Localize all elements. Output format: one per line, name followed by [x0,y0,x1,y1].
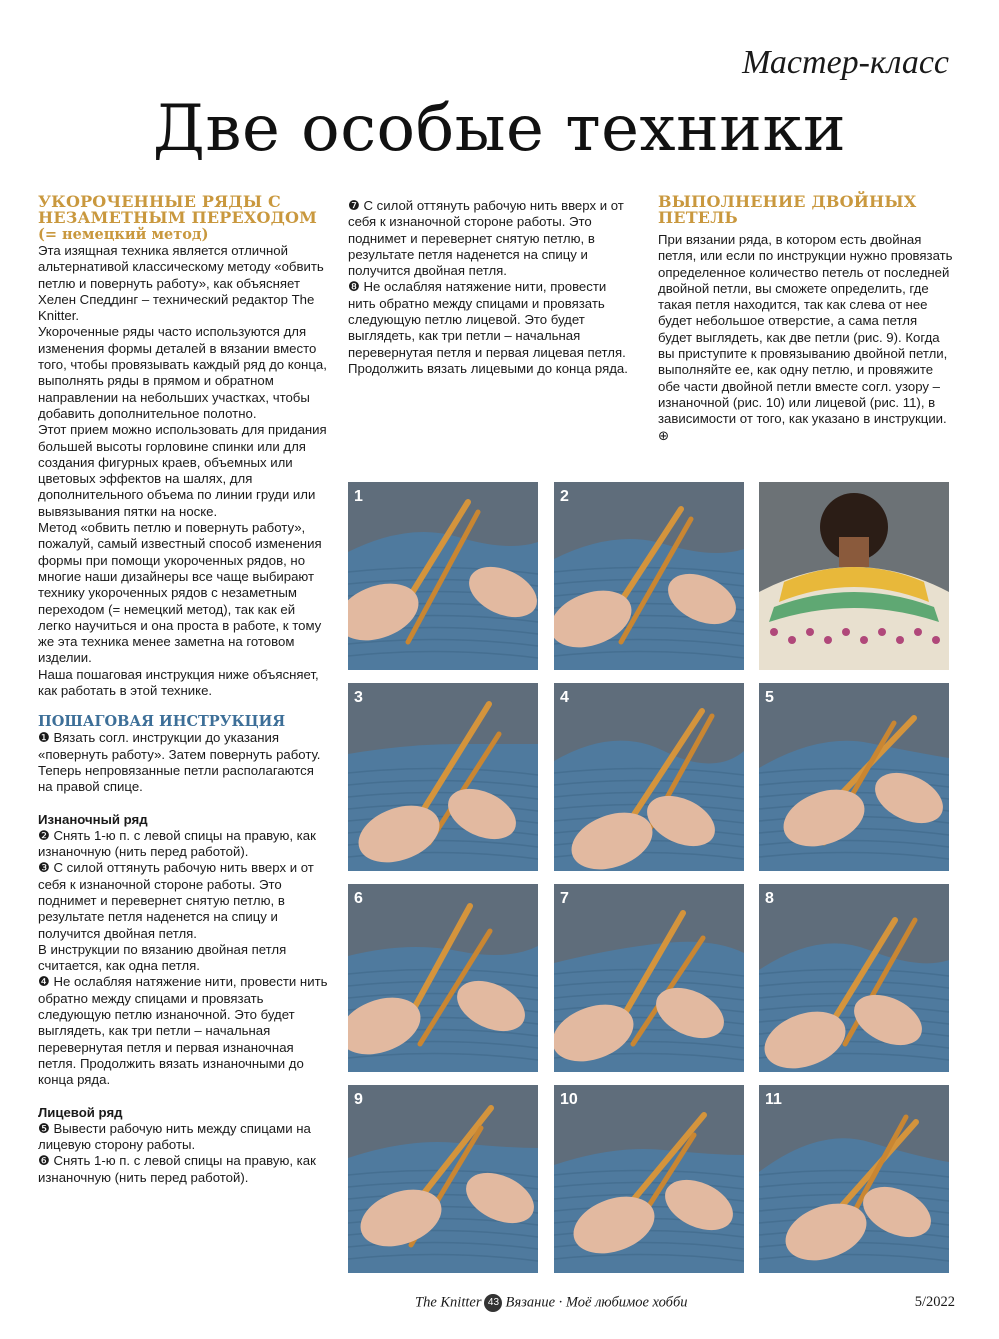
knitting-step-photo [554,482,744,670]
knit-row-heading: Лицевой ряд [38,1104,123,1120]
step-2: ❷ Снять 1-ю п. с левой спицы на правую, как изнаночную (нить перед работой). [38,827,316,860]
photo-step-number: 11 [765,1091,782,1108]
magazine-name: The Knitter [415,1294,482,1311]
section-label: Мастер-класс [742,44,949,81]
step-7: ❼ С силой оттянуть рабочую нить вверх и от себя к изнаночной стороне работы. Это поднимет и перевернет снятую петлю, в результате петля наденется на спицу и получится двойная петля. [348,198,624,279]
knitting-step-photo [348,884,538,1072]
article-heading: УКОРОЧЕННЫЕ РЯДЫ С НЕЗАМЕТНЫМ ПЕРЕХОДОМ [38,192,318,227]
knitting-step-photo [554,683,744,871]
page-number: 43 [484,1294,502,1312]
knitting-step-photo [554,1085,744,1273]
page-title: Две особые техники [152,92,847,166]
photo-step-number: 3 [354,689,363,706]
sweater-model-photo [759,482,949,670]
footer-masthead [415,1294,688,1312]
column-middle [348,198,634,377]
photo-step-number: 7 [560,890,569,907]
intro-paragraph: Укороченные ряды часто используются для изменения формы деталей в вязании вместо того, чтобы провязывать каждый ряд до конца, выполнять ряды в прямом и обратном направлении на небольших участках, чтобы добавить дополнительное полотно. [38,324,327,421]
knitting-step-photo [759,884,949,1072]
photo-step-number: 1 [354,488,363,505]
photo-step-number: 6 [354,890,363,907]
step-1-note: Теперь непровязанные петли располагаются на правой спице. [38,762,314,795]
knitting-step-photo [348,683,538,871]
intro-paragraph: Наша пошаговая инструкция ниже объясняет, как работать в этой технике. [38,666,319,699]
step-3-note: В инструкции по вязанию двойная петля считается, как одна петля. [38,941,287,974]
step-5: ❺ Вывести рабочую нить между спицами на лицевую сторону работы. [38,1120,311,1153]
photo-step-number: 4 [560,689,569,706]
step-8: ❽ Не ослабляя натяжение нити, провести нить обратно между спицами и провязать следующую петлю лицевой. Это будет выглядеть, как три петли – начальная перевернутая петля и первая лицевая петля. Продолжить вязать лицевыми до конца ряда. [348,279,628,376]
photo-step-number: 8 [765,890,774,907]
intro-paragraph: Этот прием можно использовать для придания большей высоты горловине спинки или для создания фигурных краев, объемных или цветовых эффектов на шалях, для дополнительного объема по линии груди или вывязывания пятки на носке. [38,422,327,519]
double-stitch-heading: ВЫПОЛНЕНИЕ ДВОЙНЫХ ПЕТЕЛЬ [658,192,917,227]
photo-step-number: 9 [354,1091,363,1108]
knitting-step-photo [348,1085,538,1273]
column-right [658,194,954,444]
knitting-step-photo [759,683,949,871]
photo-step-number: 2 [560,488,569,505]
issue-number: 5/2022 [914,1294,955,1310]
intro-paragraph: Эта изящная техника является отличной альтернативой классическому методу «обвить петлю и повернуть работу», как объясняет Хелен Спеддинг – технический редактор The Knitter. [38,243,324,324]
step-4: ❹ Не ослабляя натяжение нити, провести нить обратно между спицами и провязать следующую петлю изнаночной. Это будет выглядеть, как три петли – начальная перевернутая петля и первая изнаночная петля. Продолжить вязать изнаночными до конца ряда. [38,974,328,1088]
photo-step-number: 10 [560,1091,578,1108]
step-3: ❸ С силой оттянуть рабочую нить вверх и от себя к изнаночной стороне работы. Это поднимет и перевернет снятую петлю, в результате петля наденется на спицу и получится двойная петля. [38,860,314,941]
knitting-step-photo [759,1085,949,1273]
magazine-tagline: Вязание · Моё любимое хобби [505,1294,688,1311]
photo-step-number: 5 [765,689,774,706]
column-left [38,194,328,1186]
knitting-step-photo [348,482,538,670]
article-heading-sub: (= немецкий метод) [38,226,209,243]
purl-row-heading: Изнаночный ряд [38,811,148,827]
double-stitch-text: При вязании ряда, в котором есть двойная петля, или если по инструкции нужно провязать определенное количество петель от последней двойной петли, вы сможете определить, где такая петля находится, так как слева от нее будет небольшое отверстие, а сама петля будет выглядеть, как две петли (рис. 9). Когда вы приступите к провязыванию двойной петли, выполняйте ее, как одну петлю, и провяжите обе части двойной петли вместе согл. узору – изнаночной (рис. 10) или лицевой (рис. 11), в зависимости от того, как указано в инструкции. ⊕ [658,232,953,443]
knitting-step-photo [554,884,744,1072]
steps-heading: ПОШАГОВАЯ ИНСТРУКЦИЯ [38,713,286,731]
step-1: ❶ Вязать согл. инструкции до указания «повернуть работу». Затем повернуть работу. [38,730,321,762]
step-6: ❻ Снять 1-ю п. с левой спицы на правую, как изнаночную (нить перед работой). [38,1153,316,1185]
intro-paragraph: Метод «обвить петлю и повернуть работу», пожалуй, самый известный способ изменения формы при помощи укороченных рядов, но многие наши дизайнеры все чаще выбирают технику укороченных рядов с незаметным переходом (= немецкий метод), так как ей легко научиться и она проста в работе, к тому же эта техника менее заметна на готовом изделии. [38,520,322,666]
